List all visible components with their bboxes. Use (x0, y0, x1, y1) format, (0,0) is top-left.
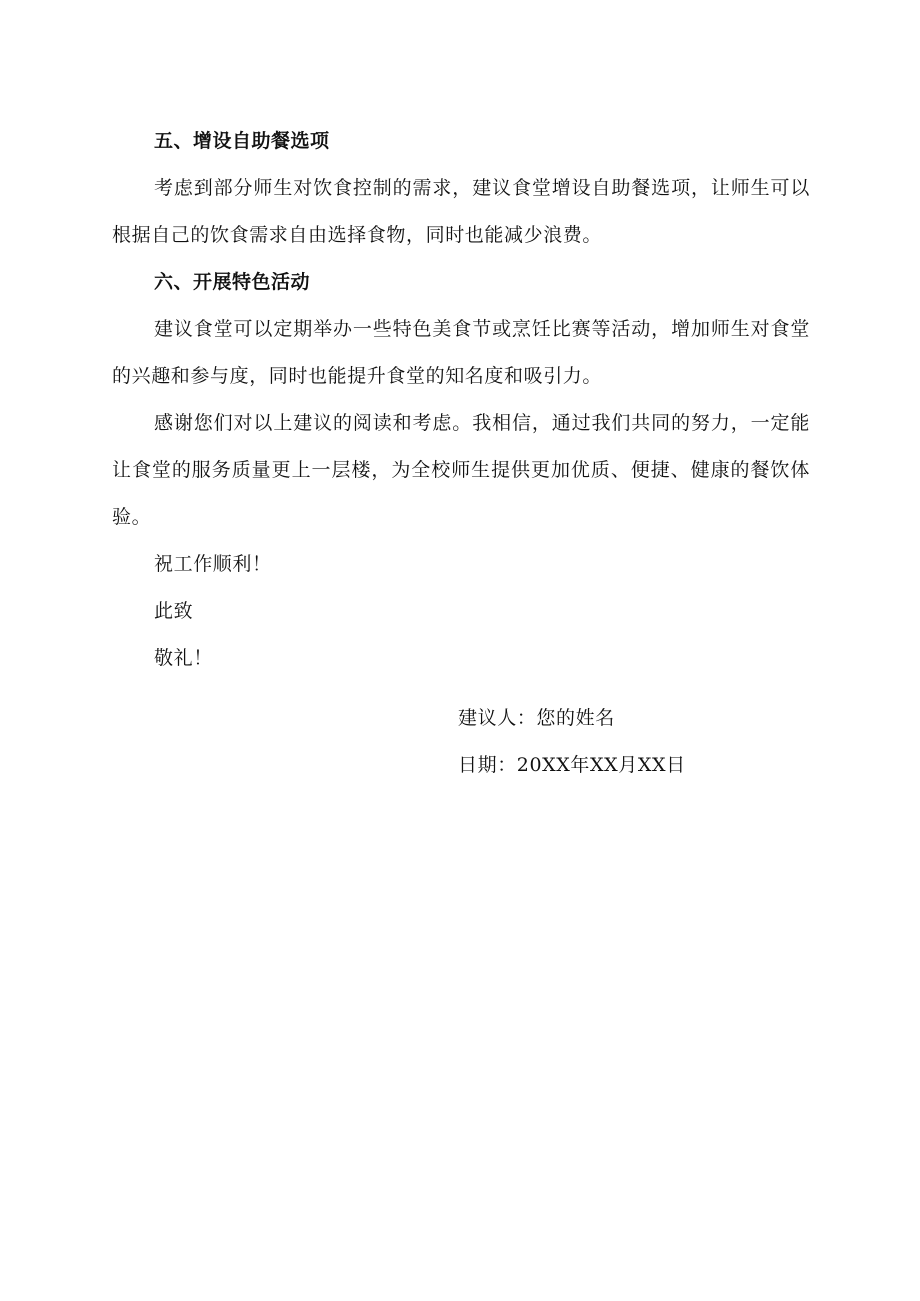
closing-wish: 祝工作顺利！ (154, 553, 272, 575)
letter-body (112, 118, 810, 682)
section-heading-activities: 六、开展特色活动 (154, 271, 311, 293)
signature-block (458, 695, 758, 789)
signature-author: 建议人：您的姓名 (458, 707, 615, 729)
section-paragraph-activities: 建议食堂可以定期举办一些特色美食节或烹饪比赛等活动，增加师生对食堂的兴趣和参与度，同时也能提升食堂的知名度和吸引力。 (112, 318, 810, 387)
thanks-paragraph: 感谢您们对以上建议的阅读和考虑。我相信，通过我们共同的努力，一定能让食堂的服务质量更上一层楼，为全校师生提供更加优质、便捷、健康的餐饮体验。 (112, 412, 810, 528)
closing-jingli: 敬礼！ (154, 647, 213, 669)
section-heading-buffet: 五、增设自助餐选项 (154, 130, 330, 152)
section-paragraph-buffet: 考虑到部分师生对饮食控制的需求，建议食堂增设自助餐选项，让师生可以根据自己的饮食需求自由选择食物，同时也能减少浪费。 (112, 177, 810, 246)
signature-date: 日期：20XX年XX月XX日 (458, 754, 686, 776)
closing-cizhi: 此致 (154, 600, 194, 622)
